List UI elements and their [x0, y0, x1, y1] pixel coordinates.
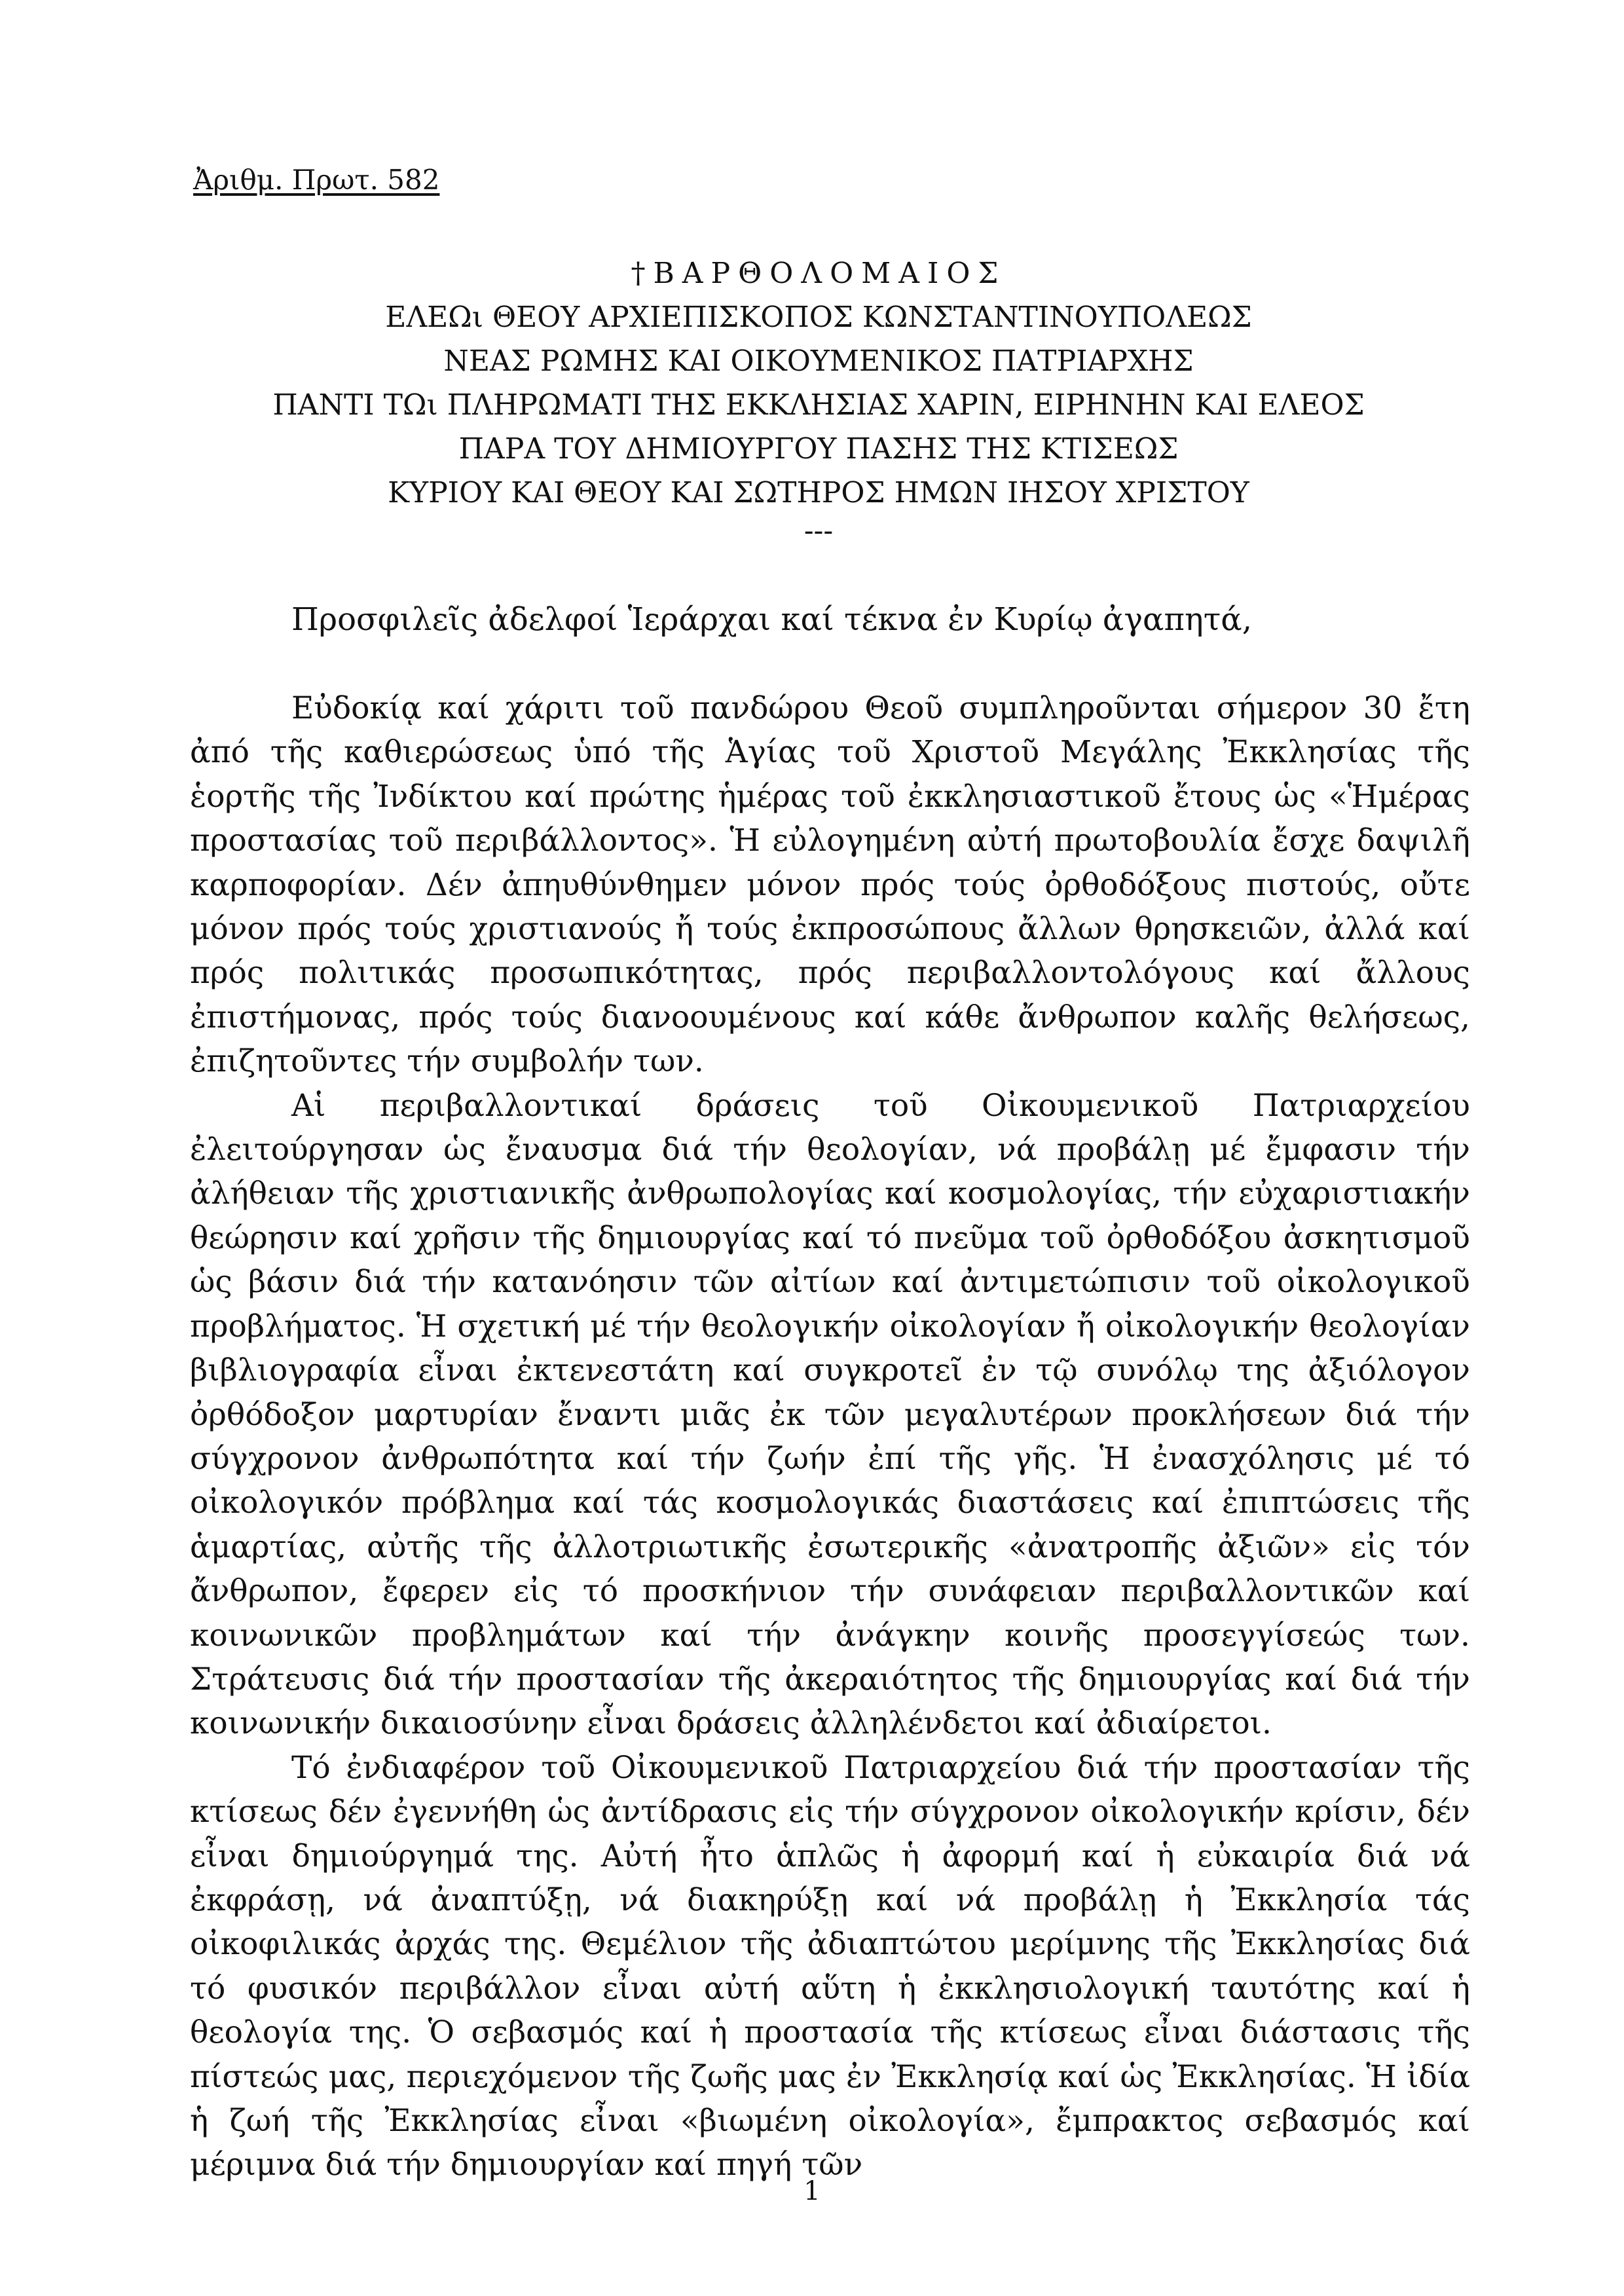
body-paragraph: Τό ἐνδιαφέρον τοῦ Οἰκουμενικοῦ Πατριαρχείου διά τήν προστασίαν τῆς κτίσεως δέν ἐγεννήθη ὡς ἀντίδρασις εἰς τήν σύγχρονον οἰκολογικήν κρίσιν, δέν εἶναι δημιούργημά της. Αὐτή ἦτο ἁπλῶς ἡ ἀφορμή καί ἡ εὐκαιρία διά νά ἐκφράσῃ, νά ἀναπτύξῃ, νά διακηρύξῃ καί νά προβάλῃ ἡ Ἐκκλησία τάς οἰκοφιλικάς ἀρχάς της. Θεμέλιον τῆς ἀδιαπτώτου μερίμνης τῆς Ἐκκλησίας διά τό φυσικόν περιβάλλον εἶναι αὐτή αὕτη ἡ ἐκκλησιολογική ταυτότης καί ἡ θεολογία της. Ὁ σεβασμός καί ἡ προστασία τῆς κτίσεως εἶναι διάστασις τῆς πίστεώς μας, περιεχόμενον τῆς ζωῆς μας ἐν Ἐκκλησίᾳ καί ὡς Ἐκκλησίας. Ἡ ἰδία ἡ ζωή τῆς Ἐκκλησίας εἶναι «βιωμένη οἰκολογία», ἔμπρακτος σεβασμός καί μέριμνα διά τήν δημιουργίαν καί πηγή τῶν [190, 1749, 1470, 2183]
greeting: Προσφιλεῖς ἀδελφοί Ἱεράρχαι καί τέκνα ἐν Κυρίῳ ἀγαπητά, [291, 601, 1252, 638]
header-line-address: ΠΑΝΤΙ ΤΩι ΠΛΗΡΩΜΑΤΙ ΤΗΣ ΕΚΚΛΗΣΙΑΣ ΧΑΡΙΝ, ΕΙΡΗΝΗΝ ΚΑΙ ΕΛΕΟΣ [272, 388, 1365, 422]
protocol-number: Ἀριθμ. Πρωτ. 582 [193, 164, 440, 196]
letter-header [170, 251, 1467, 547]
letter-body [190, 686, 1470, 2187]
body-paragraph: Αἱ περιβαλλοντικαί δράσεις τοῦ Οἰκουμενικοῦ Πατριαρχείου ἐλειτούργησαν ὡς ἔναυσμα διά τήν θεολογίαν, νά προβάλῃ μέ ἔμφασιν τήν ἀλήθειαν τῆς χριστιανικῆς ἀνθρωπολογίας καί κοσμολογίας, τήν εὐχαριστιακήν θεώρησιν καί χρῆσιν τῆς δημιουργίας καί τό πνεῦμα τοῦ ὀρθοδόξου ἀσκητισμοῦ ὡς βάσιν διά τήν κατανόησιν τῶν αἰτίων καί ἀντιμετώπισιν τοῦ οἰκολογικοῦ προβλήματος. Ἡ σχετική μέ τήν θεολογικήν οἰκολογίαν ἤ οἰκολογικήν θεολογίαν βιβλιογραφία εἶναι ἐκτενεστάτη καί συγκροτεῖ ἐν τῷ συνόλῳ της ἀξιόλογον ὀρθόδοξον μαρτυρίαν ἔναντι μιᾶς ἐκ τῶν μεγαλυτέρων προκλήσεων διά τήν σύγχρονον ἀνθρωπότητα καί τήν ζωήν ἐπί τῆς γῆς. Ἡ ἐνασχόλησις μέ τό οἰκολογικόν πρόβλημα καί τάς κοσμολογικάς διαστάσεις καί ἐπιπτώσεις τῆς ἁμαρτίας, αὐτῆς τῆς ἀλλοτριωτικῆς ἐσωτερικῆς «ἀνατροπῆς ἀξιῶν» εἰς τόν ἄνθρωπον, ἔφερεν εἰς τό προσκήνιον τήν συνάφειαν περιβαλλοντικῶν καί κοινωνικῶν προβλημάτων καί τήν ἀνάγκην κοινῆς προσεγγίσεώς των. Στράτευσις διά τήν προστασίαν τῆς ἀκεραιότητος τῆς δημιουργίας καί διά τήν κοινωνικήν δικαιοσύνην εἶναι δράσεις ἀλληλένδετοι καί ἀδιαίρετοι. [190, 1087, 1470, 1742]
header-line-address: ΚΥΡΙΟΥ ΚΑΙ ΘΕΟΥ ΚΑΙ ΣΩΤΗΡΟΣ ΗΜΩΝ ΙΗΣΟΥ ΧΡΙΣΤΟΥ [388, 476, 1249, 509]
header-line-title: ΕΛΕΩι ΘΕΟΥ ΑΡΧΙΕΠΙΣΚΟΠΟΣ ΚΩΝΣΤΑΝΤΙΝΟΥΠΟΛΕΩΣ [385, 301, 1252, 334]
header-separator: --- [803, 514, 834, 547]
body-paragraph: Εὐδοκίᾳ καί χάριτι τοῦ πανδώρου Θεοῦ συμπληροῦνται σήμερον 30 ἔτη ἀπό τῆς καθιερώσεως ὑπό τῆς Ἁγίας τοῦ Χριστοῦ Μεγάλης Ἐκκλησίας τῆς ἑορτῆς τῆς Ἰνδίκτου καί πρώτης ἡμέρας τοῦ ἐκκλησιαστικοῦ ἔτους ὡς «Ἡμέρας προστασίας τοῦ περιβάλλοντος». Ἡ εὐλογημένη αὐτή πρωτοβουλία ἔσχε δαψιλῆ καρποφορίαν. Δέν ἀπηυθύνθημεν μόνον πρός τούς ὀρθοδόξους πιστούς, οὔτε μόνον πρός τούς χριστιανούς ἤ τούς ἐκπροσώπους ἄλλων θρησκειῶν, ἀλλά καί πρός πολιτικάς προσωπικότητας, πρός περιβαλλοντολόγους καί ἄλλους ἐπιστήμονας, πρός τούς διανοουμένους καί κάθε ἄνθρωπον καλῆς θελήσεως, ἐπιζητοῦντες τήν συμβολήν των. [190, 690, 1470, 1080]
page-number: 1 [803, 2176, 821, 2206]
header-line-title: ΝΕΑΣ ΡΩΜΗΣ ΚΑΙ ΟΙΚΟΥΜΕΝΙΚΟΣ ΠΑΤΡΙΑΡΧΗΣ [443, 344, 1194, 378]
header-line-signatory: †ΒΑΡΘΟΛΟΜΑΙΟΣ [631, 257, 1006, 290]
header-line-address: ΠΑΡΑ ΤΟΥ ΔΗΜΙΟΥΡΓΟΥ ΠΑΣΗΣ ΤΗΣ ΚΤΙΣΕΩΣ [458, 432, 1179, 466]
